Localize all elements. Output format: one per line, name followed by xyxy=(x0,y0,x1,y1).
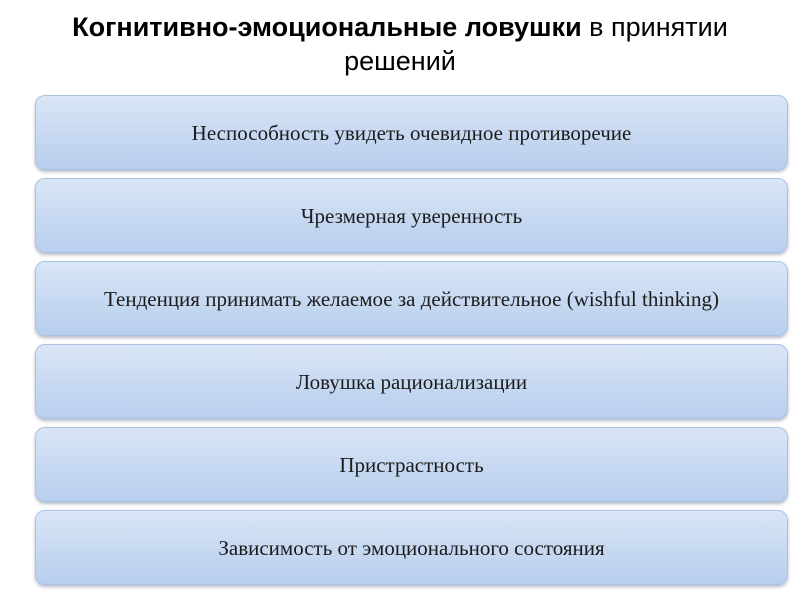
trap-box-bias xyxy=(35,427,788,502)
trap-box-contradiction xyxy=(35,95,788,170)
slide-title xyxy=(20,10,780,78)
trap-box-overconfidence xyxy=(35,178,788,253)
trap-box-rationalization xyxy=(35,344,788,419)
trap-box-emotional-state xyxy=(35,510,788,585)
trap-list xyxy=(35,95,788,593)
trap-label: Ловушка рационализации xyxy=(295,369,528,394)
trap-label: Пристрастность xyxy=(339,452,484,477)
title-bold-part: Когнитивно-эмоциональные ловушки xyxy=(72,12,582,42)
trap-label: Чрезмерная уверенность xyxy=(300,203,523,228)
trap-label: Тенденция принимать желаемое за действительное (wishful thinking) xyxy=(103,286,719,311)
title-normal-part: в принятии решений xyxy=(344,12,728,76)
trap-label: Неспособность увидеть очевидное противоречие xyxy=(191,120,632,145)
trap-box-wishful-thinking xyxy=(35,261,788,336)
trap-label: Зависимость от эмоционального состояния xyxy=(218,535,605,560)
